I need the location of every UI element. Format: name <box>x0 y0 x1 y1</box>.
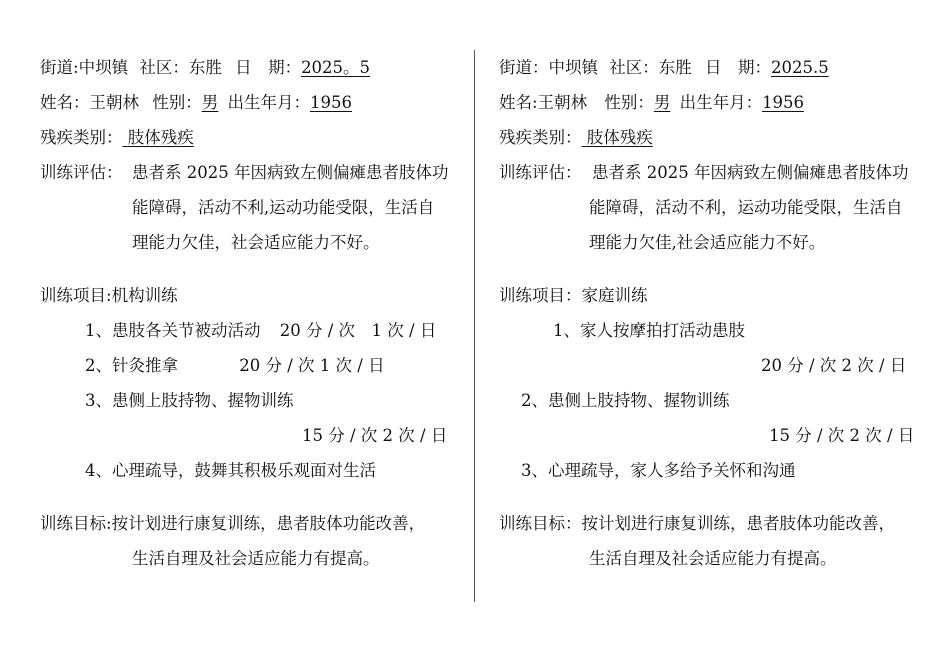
gender-value: 男 <box>653 93 671 112</box>
goal-text: 按计划进行康复训练，患者肢体功能改善， <box>581 514 895 533</box>
project-line <box>40 285 178 307</box>
disability-label: 残疾类别： <box>40 128 123 147</box>
assessment-line: 能障碍，活动不利,运动功能受限，生活自 <box>132 198 435 217</box>
assessment-label: 训练评估： <box>40 163 123 182</box>
birth-label: 出生年月： <box>227 93 310 112</box>
header-line-2 <box>499 92 804 114</box>
header-line-2 <box>40 92 352 114</box>
community-label: 社区： <box>139 58 189 77</box>
name-value: 王朝林 <box>537 93 588 112</box>
birth-value: 1956 <box>310 93 352 112</box>
birth-value: 1956 <box>762 93 805 112</box>
goal-line: 生活自理及社会适应能力有提高。 <box>589 549 837 568</box>
gender-label: 性别： <box>604 93 654 112</box>
community-label: 社区： <box>609 58 659 77</box>
assessment-label: 训练评估： <box>499 163 582 182</box>
training-item <box>85 355 385 377</box>
assessment-line: 患者系 2025 年因病致左侧偏瘫患者肢体功 <box>132 163 449 182</box>
right-record-card <box>476 0 950 672</box>
community-value: 东胜 <box>188 58 222 77</box>
community-value: 东胜 <box>658 58 692 77</box>
header-line-1 <box>499 57 829 79</box>
training-item: 1、家人按摩拍打活动患肢 <box>553 321 745 340</box>
goal-line: 生活自理及社会适应能力有提高。 <box>132 549 380 568</box>
training-item <box>85 320 436 342</box>
training-item: 3、患侧上肢持物、握物训练 <box>85 391 294 410</box>
date-value: 2025.5 <box>771 58 829 77</box>
disability-value: 肢体残疾 <box>586 128 653 147</box>
project-line <box>499 285 648 307</box>
street-label: 街道： <box>499 58 549 77</box>
disability-line <box>40 127 236 149</box>
street-value: 中坝镇 <box>548 58 598 77</box>
project-label: 训练项目： <box>499 286 582 305</box>
disability-value: 肢体残疾 <box>127 128 194 147</box>
assessment-line: 理能力欠佳,社会适应能力不好。 <box>589 233 826 252</box>
name-label: 姓名： <box>40 93 90 112</box>
assessment-line: 患者系 2025 年因病致左侧偏瘫患者肢体功 <box>592 163 909 182</box>
assessment-line: 理能力欠佳，社会适应能力不好。 <box>132 233 380 252</box>
goal-line <box>499 513 895 535</box>
project-value: 家庭训练 <box>581 286 648 305</box>
item-dose: 20 分 / 次 2 次 / 日 <box>761 356 907 375</box>
header-line-1 <box>40 57 370 79</box>
name-label: 姓名: <box>499 93 538 112</box>
gender-label: 性别： <box>152 93 202 112</box>
project-label: 训练项目: <box>40 286 112 305</box>
name-value: 王朝林 <box>89 93 139 112</box>
disability-label: 残疾类别： <box>499 128 582 147</box>
gender-value: 男 <box>201 93 219 112</box>
birth-label: 出生年月： <box>679 93 763 112</box>
goal-text: 按计划进行康复训练，患者肢体功能改善， <box>111 514 426 533</box>
left-record-card <box>0 0 474 672</box>
street-label: 街道: <box>40 58 79 77</box>
training-item: 4、心理疏导，鼓舞其积极乐观面对生活 <box>85 461 376 480</box>
disability-line <box>499 127 695 149</box>
item-dose: 20 分 / 次 1 次 / 日 <box>279 321 437 340</box>
column-divider <box>474 50 475 602</box>
date-label: 日 期： <box>235 58 302 77</box>
training-item: 2、患侧上肢持物、握物训练 <box>521 391 730 410</box>
project-value: 机构训练 <box>111 286 178 305</box>
item-dose: 20 分 / 次 1 次 / 日 <box>239 356 385 375</box>
date-label: 日 期： <box>705 58 771 77</box>
goal-line <box>40 513 425 535</box>
item-dose: 15 分 / 次 2 次 / 日 <box>769 426 915 445</box>
goal-label: 训练目标: <box>40 514 112 533</box>
assessment-line: 能障碍，活动不利，运动功能受限，生活自 <box>589 198 903 217</box>
street-value: 中坝镇 <box>78 58 129 77</box>
training-item: 3、心理疏导，家人多给予关怀和沟通 <box>521 461 796 480</box>
goal-label: 训练目标： <box>499 514 582 533</box>
item-text: 2、针灸推拿 <box>85 356 178 375</box>
item-text: 1、患肢各关节被动活动 <box>85 321 261 340</box>
item-dose: 15 分 / 次 2 次 / 日 <box>302 426 448 445</box>
date-value: 2025。5 <box>301 58 371 77</box>
